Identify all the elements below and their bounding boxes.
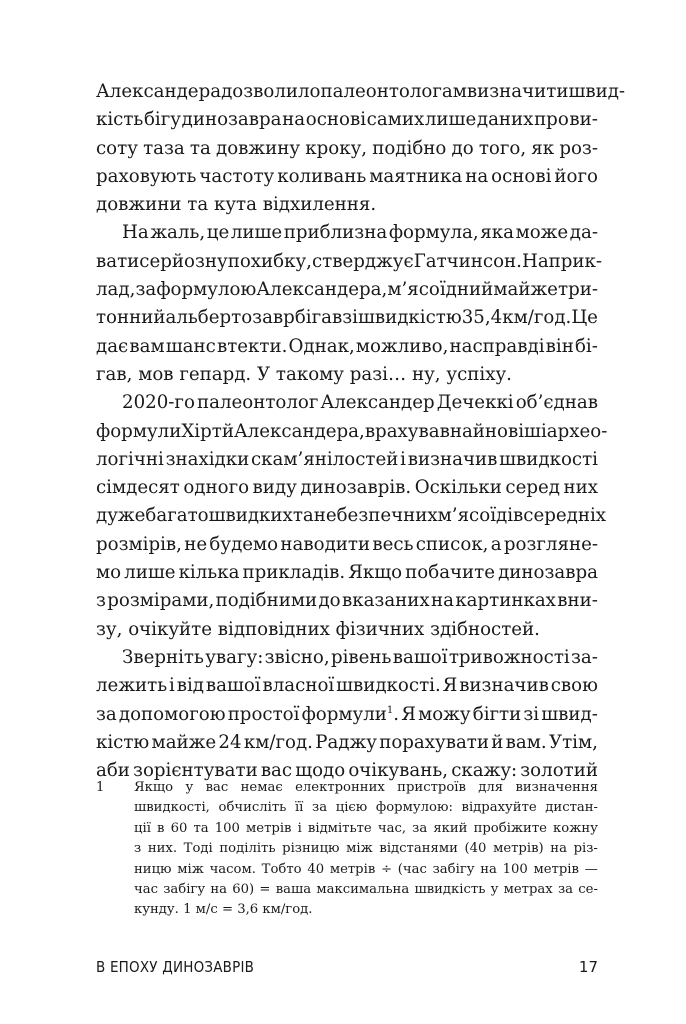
word: мов xyxy=(138,363,180,385)
word: кута xyxy=(213,194,263,216)
word: золотий xyxy=(520,760,598,782)
word: ції xyxy=(134,820,151,836)
word: палеонтолог xyxy=(196,392,319,414)
word: за xyxy=(135,279,157,301)
word: альбертозавр xyxy=(165,307,295,329)
word: бігти xyxy=(472,703,522,725)
word: швидкості xyxy=(499,448,598,470)
word: насправді xyxy=(449,335,545,357)
word: можу xyxy=(418,703,471,725)
word: можливо, xyxy=(355,335,449,357)
body-line xyxy=(96,191,598,219)
word: км/год. xyxy=(243,731,313,753)
word: немає xyxy=(240,780,283,795)
word: дуже xyxy=(96,505,146,527)
word: гав, xyxy=(96,363,139,385)
word: цією xyxy=(335,800,368,816)
word: швидкості. xyxy=(336,675,441,697)
body-line xyxy=(96,248,603,276)
word: на xyxy=(550,841,567,857)
word: зі xyxy=(342,307,358,329)
word: метрів xyxy=(246,820,292,836)
word: лежить xyxy=(96,675,168,697)
word: сімдесят xyxy=(96,477,180,499)
footnote-reference[interactable]: 1 xyxy=(386,704,394,716)
word: Я xyxy=(401,703,416,725)
word: наводити xyxy=(280,533,371,555)
word: різницю xyxy=(282,841,340,857)
word: й xyxy=(491,731,504,753)
word: того, xyxy=(478,137,527,159)
word: кунду. xyxy=(134,902,184,918)
word: простої xyxy=(227,703,300,725)
word: список, xyxy=(415,533,489,555)
word: рівень xyxy=(330,646,392,668)
word: й xyxy=(221,420,234,442)
word: 60) xyxy=(232,881,255,897)
word: формулою: xyxy=(375,800,453,816)
word: основі xyxy=(305,109,367,131)
word: даних xyxy=(476,109,534,131)
word: на xyxy=(210,881,227,897)
word: за xyxy=(412,820,428,836)
body-line xyxy=(96,361,598,389)
word: здібностей. xyxy=(430,618,540,640)
word: врахував xyxy=(364,420,450,442)
running-head: В ЕПОХУ ДИНОЗАВРІВ xyxy=(96,958,255,976)
word: вас xyxy=(260,760,293,782)
word: лад, xyxy=(96,279,136,301)
word: Зверніть xyxy=(122,646,204,668)
word: ÷ xyxy=(380,861,393,877)
word: допомогою xyxy=(118,703,226,725)
word: він xyxy=(545,335,574,357)
word: ви- xyxy=(569,109,598,131)
word: з xyxy=(96,590,106,612)
word: кість xyxy=(96,109,144,131)
word: час xyxy=(134,881,158,897)
word: швид- xyxy=(541,703,598,725)
word: на xyxy=(465,165,489,187)
body-line xyxy=(96,219,598,247)
word: вати xyxy=(96,250,140,272)
word: частоту xyxy=(199,165,275,187)
word: та xyxy=(292,505,314,527)
word: кістю xyxy=(96,731,150,753)
word: Александер xyxy=(320,392,435,414)
word: картинках xyxy=(455,590,556,612)
word: у xyxy=(185,780,194,795)
word: зі xyxy=(523,703,540,725)
word: формули xyxy=(96,420,182,442)
word: се- xyxy=(578,881,598,897)
word: визначення xyxy=(515,780,598,795)
footnote-line xyxy=(134,839,598,859)
word: поділіть xyxy=(219,841,276,857)
word: них. xyxy=(147,841,178,857)
word: її xyxy=(294,800,304,816)
word: ваша xyxy=(275,881,312,897)
word: визначив xyxy=(459,675,549,697)
body-line xyxy=(96,276,598,304)
word: в xyxy=(157,820,165,836)
body-line xyxy=(96,672,598,700)
word: формулою xyxy=(156,279,257,301)
body-line xyxy=(96,701,598,729)
word: очікувань, xyxy=(348,760,449,782)
word: Тоді xyxy=(183,841,213,857)
word: Александера, xyxy=(256,279,388,301)
word: середніх xyxy=(523,505,607,527)
body-text xyxy=(96,78,626,785)
word: Якщо xyxy=(134,780,174,795)
word: виду xyxy=(252,477,297,499)
word: забігу xyxy=(163,881,206,897)
body-line xyxy=(96,616,598,644)
word: зу, xyxy=(96,618,129,640)
word: дистан- xyxy=(545,800,598,816)
body-line xyxy=(96,78,626,106)
body-line xyxy=(96,587,598,615)
word: вам. xyxy=(505,731,547,753)
word: відмітьте xyxy=(307,820,372,836)
word: на xyxy=(282,109,306,131)
word: Оскільки xyxy=(414,477,502,499)
footnote-number: 1 xyxy=(96,780,105,795)
word: розмірами, xyxy=(107,590,215,612)
word: скам’янілостей xyxy=(251,448,399,470)
body-line xyxy=(96,446,598,474)
word: прикладів. xyxy=(242,562,346,584)
word: ницю xyxy=(134,861,172,877)
word: три- xyxy=(558,279,598,301)
word: не xyxy=(184,533,208,555)
word: м’ясоїдний xyxy=(387,279,494,301)
word: серед xyxy=(505,477,560,499)
word: Раджу xyxy=(315,731,377,753)
word: подібними xyxy=(215,590,318,612)
word: логічні xyxy=(96,448,164,470)
word: 60 xyxy=(170,820,188,836)
word: (час xyxy=(397,861,427,877)
word: м’ясоїдів xyxy=(437,505,524,527)
word: 1 xyxy=(183,902,196,918)
word: може xyxy=(515,222,569,244)
word: вказаних xyxy=(341,590,430,612)
word: них xyxy=(563,477,598,499)
word: кілька xyxy=(178,562,240,584)
word: Утім, xyxy=(548,731,598,753)
word: вашої xyxy=(205,675,261,697)
body-line xyxy=(96,559,598,587)
word: найновіші xyxy=(449,420,547,442)
word: звісно, xyxy=(264,646,330,668)
word: побачите xyxy=(405,562,496,584)
word: багато xyxy=(145,505,209,527)
word: Хірт xyxy=(181,420,222,442)
word: коливань xyxy=(277,165,367,187)
word: втекти. xyxy=(216,335,288,357)
word: 100 xyxy=(214,820,240,836)
word: дозволило xyxy=(221,81,321,102)
word: = xyxy=(221,902,238,918)
word: 35,4 xyxy=(461,307,503,329)
word: Александера, xyxy=(233,420,365,442)
word: за xyxy=(312,800,328,816)
word: як xyxy=(531,137,555,159)
word: Александера xyxy=(96,81,222,102)
word: швидких xyxy=(208,505,293,527)
word: бігу xyxy=(143,109,181,131)
word: динозавра xyxy=(498,562,598,584)
body-line xyxy=(96,106,598,134)
word: увагу: xyxy=(205,646,264,668)
word: 100 xyxy=(502,861,528,877)
word: динозаврів. xyxy=(300,477,412,499)
word: динозавра xyxy=(181,109,282,131)
word: максимальна xyxy=(316,881,410,897)
word: довжину xyxy=(216,137,301,159)
word: таза xyxy=(143,137,185,159)
footnote-line xyxy=(134,860,598,880)
word: швид- xyxy=(568,81,626,102)
word: до xyxy=(451,137,474,159)
word: метрах xyxy=(503,881,553,897)
word: різ- xyxy=(573,841,598,857)
word: 40 xyxy=(307,861,325,877)
word: очікуйте xyxy=(128,618,218,640)
word: який xyxy=(433,820,468,836)
word: та xyxy=(193,820,209,836)
word: тривожності xyxy=(448,646,570,668)
word: кожну xyxy=(553,820,598,836)
word: час, xyxy=(377,820,407,836)
word: приблизна xyxy=(283,222,388,244)
word: свою xyxy=(550,675,598,697)
word: да- xyxy=(569,222,598,244)
word: і xyxy=(400,448,406,470)
word: лише xyxy=(230,222,283,244)
word: бі- xyxy=(574,335,598,357)
word: за- xyxy=(571,646,598,668)
word: визначити xyxy=(466,81,569,102)
word: Гатчинсон. xyxy=(413,250,522,272)
word: похибку, xyxy=(227,250,312,272)
word: 3,6 xyxy=(237,902,263,918)
word-suffix: . xyxy=(393,703,400,725)
word: будемо xyxy=(209,533,279,555)
word: обчисліть xyxy=(218,800,287,816)
word: забігу xyxy=(432,861,475,877)
word: швидкості, xyxy=(134,800,210,816)
word: знахідки xyxy=(165,448,250,470)
word: розмірів, xyxy=(96,533,182,555)
word: дає xyxy=(96,335,129,357)
word: електронних xyxy=(295,780,385,795)
word: (40 xyxy=(464,841,487,857)
word: ну, xyxy=(411,363,447,385)
word: серйозну xyxy=(139,250,228,272)
word: 2020-го xyxy=(122,392,195,414)
word: визначив xyxy=(407,448,498,470)
word: Це xyxy=(571,307,598,329)
word: до xyxy=(318,590,341,612)
word: фізичних xyxy=(335,618,431,640)
footnote-line xyxy=(134,778,598,798)
word: та xyxy=(187,194,214,216)
word: Якщо xyxy=(348,562,403,584)
word: кроку, xyxy=(305,137,368,159)
word: власної xyxy=(262,675,335,697)
word: шанс xyxy=(165,335,216,357)
footnote-line xyxy=(134,819,598,839)
word: весь xyxy=(372,533,414,555)
word: раховують xyxy=(96,165,197,187)
footnote-line xyxy=(134,798,598,818)
body-line xyxy=(96,644,598,672)
word: метрів xyxy=(329,861,376,877)
word: У xyxy=(256,363,276,385)
word: — xyxy=(584,861,598,877)
word: відхилення. xyxy=(262,194,377,216)
word: разі… xyxy=(349,363,412,385)
body-line xyxy=(96,502,607,530)
word: жаль, xyxy=(150,222,206,244)
word: небезпечних xyxy=(313,505,438,527)
word: пробіжите xyxy=(473,820,547,836)
word: майже xyxy=(151,731,217,753)
word: довжини xyxy=(96,194,188,216)
word: м/с xyxy=(195,902,222,918)
word: вашої xyxy=(392,646,448,668)
word: від xyxy=(176,675,204,697)
footnote-line xyxy=(134,900,598,920)
page-number: 17 xyxy=(578,958,598,976)
word: розгляне- xyxy=(503,533,598,555)
word: у xyxy=(490,881,499,897)
word: км/год. xyxy=(262,902,313,918)
word: Дечеккі xyxy=(436,392,514,414)
word: гепард. xyxy=(179,363,257,385)
word: подібно xyxy=(372,137,447,159)
word: = xyxy=(259,881,271,897)
word: щодо xyxy=(295,760,346,782)
word: маятника xyxy=(369,165,463,187)
word: між xyxy=(177,861,204,877)
word: самих xyxy=(366,109,425,131)
word: км/год. xyxy=(502,307,572,329)
word: майже xyxy=(493,279,558,301)
word: це xyxy=(206,222,230,244)
word: Наприк- xyxy=(521,250,603,272)
word: з xyxy=(134,841,142,857)
word: На xyxy=(122,222,149,244)
word: формула, xyxy=(388,222,479,244)
word: порахувати xyxy=(379,731,489,753)
word: об’єднав xyxy=(515,392,598,414)
word: бігав xyxy=(294,307,343,329)
word: для xyxy=(478,780,504,795)
word: лише xyxy=(424,109,477,131)
word: відрахуйте xyxy=(461,800,537,816)
word: а xyxy=(490,533,502,555)
body-line xyxy=(96,531,598,559)
word: за xyxy=(557,881,574,897)
word: тонний xyxy=(96,307,166,329)
body-line xyxy=(96,333,598,361)
word: та xyxy=(189,137,211,159)
word: вни- xyxy=(557,590,598,612)
word: яка xyxy=(480,222,514,244)
body-line xyxy=(96,418,608,446)
word: формули$^1$. xyxy=(302,701,400,729)
word: його xyxy=(554,165,598,187)
word: скажу: xyxy=(451,760,518,782)
word: на xyxy=(431,590,454,612)
word: про xyxy=(534,109,569,131)
word: відповідних xyxy=(217,618,336,640)
word: Однак, xyxy=(288,335,355,357)
word: метрів xyxy=(533,861,579,877)
word: на xyxy=(480,861,497,877)
word: архео- xyxy=(546,420,608,442)
word: пристроїв xyxy=(397,780,466,795)
body-line xyxy=(96,729,598,757)
word: за xyxy=(96,703,117,725)
word: і xyxy=(297,820,302,836)
word: роз- xyxy=(559,137,598,159)
word: вас xyxy=(205,780,229,795)
word: 24 xyxy=(218,731,242,753)
word: Я xyxy=(442,675,458,697)
word: основі xyxy=(491,165,552,187)
word: швидкістю xyxy=(357,307,462,329)
word: швидкість xyxy=(414,881,486,897)
body-line xyxy=(96,474,598,502)
word: палеонтологам xyxy=(320,81,467,102)
word: часом. xyxy=(209,861,256,877)
word: метрів) xyxy=(493,841,544,857)
word: вам xyxy=(129,335,165,357)
word: і xyxy=(169,675,175,697)
word: одного xyxy=(183,477,250,499)
word: стверджує xyxy=(311,250,414,272)
body-line xyxy=(96,304,598,332)
body-line xyxy=(96,135,598,163)
word: аби xyxy=(96,760,130,782)
word: такому xyxy=(275,363,350,385)
word: зорієнтувати xyxy=(133,760,258,782)
body-line xyxy=(96,389,598,417)
body-line xyxy=(96,163,598,191)
footnote-text xyxy=(134,778,598,921)
footnote-line xyxy=(134,880,598,900)
word: успіху. xyxy=(446,363,512,385)
word: між xyxy=(346,841,373,857)
word: мо xyxy=(96,562,122,584)
word: відстанями xyxy=(379,841,458,857)
word: лише xyxy=(124,562,176,584)
word: Тобто xyxy=(261,861,302,877)
word: соту xyxy=(96,137,138,159)
